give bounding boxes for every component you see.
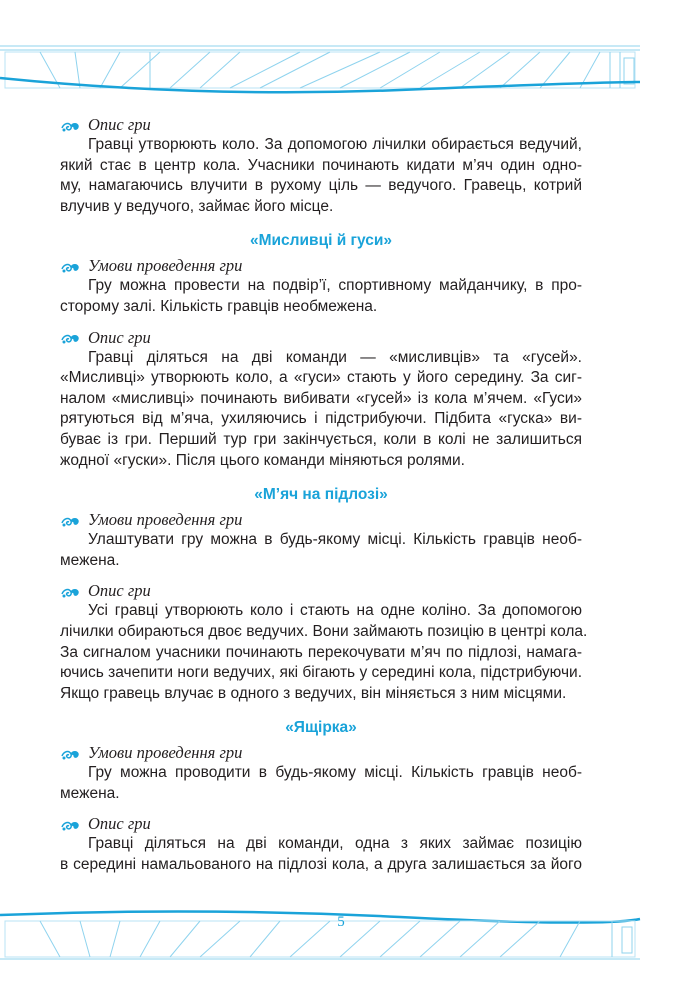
game-title: «Ящірка» bbox=[285, 719, 357, 737]
text-line: буває із гри. Перший тур гри закінчується, коли в колі не залишиться bbox=[60, 430, 582, 448]
text-line: влучив у ведучого, займає його місце. bbox=[60, 197, 334, 215]
text-line: За сигналом учасники починають перекочувати м’яч по підлозі, намага- bbox=[60, 643, 582, 661]
text-line: який стає в центр кола. Учасники починають кидати м’яч один одно- bbox=[60, 156, 582, 174]
text-line: Гру можна провести на подвір’ї, спортивному майданчику, в про- bbox=[88, 277, 582, 295]
section-subheading bbox=[60, 114, 582, 135]
text-line: Усі гравці утворюють коло і стають на одне коліно. За допомогою bbox=[88, 602, 582, 620]
paragraph bbox=[60, 135, 582, 217]
subheading-text: Умови проведення гри bbox=[88, 256, 243, 276]
section-subheading bbox=[60, 255, 582, 276]
subheading-text: Умови проведення гри bbox=[88, 510, 243, 530]
subheading-text: Опис гри bbox=[88, 814, 151, 834]
page-content bbox=[60, 114, 588, 876]
text-line: жодної «гуски». Після цього команди міняються ролями. bbox=[60, 451, 465, 469]
text-line: Улаштувати гру можна в будь-якому місці. Кількість гравців необ- bbox=[88, 531, 582, 549]
paragraph bbox=[60, 834, 582, 875]
subheading-text: Умови проведення гри bbox=[88, 743, 243, 763]
ornament-leaf-icon bbox=[60, 584, 80, 598]
paragraph bbox=[60, 348, 582, 472]
game-title: «Мисливці й гуси» bbox=[249, 232, 393, 250]
text-line: лічилки обираються двоє ведучих. Вони займають позицію в центрі кола. bbox=[60, 622, 588, 640]
ornament-leaf-icon bbox=[60, 259, 80, 273]
text-line: Гравці діляться на дві команди — «мисливців» та «гусей». bbox=[88, 348, 582, 366]
header-decorative-band bbox=[0, 38, 682, 98]
subheading-text: Опис гри bbox=[88, 115, 151, 134]
text-line: рятуються від м’яча, ухиляючись і підстрибуючи. Підбита «гуска» ви- bbox=[60, 410, 582, 428]
subheading-text: Опис гри bbox=[88, 581, 151, 601]
subheading-text: Опис гри bbox=[88, 327, 151, 347]
text-line: налом «мисливці» починають вибивати «гусей» із кола м’ячем. «Гуси» bbox=[60, 389, 582, 407]
page-number: 5 bbox=[337, 914, 345, 930]
text-line: межена. bbox=[60, 551, 120, 569]
text-line: Гру можна проводити в будь-якому місці. Кількість гравців необ- bbox=[88, 764, 582, 782]
ornament-leaf-icon bbox=[60, 330, 80, 344]
text-line: Гравці діляться на дві команди, одна з яких займає позицію bbox=[88, 835, 582, 853]
text-line: сторому залі. Кількість гравців необмежена. bbox=[60, 297, 378, 315]
section-subheading bbox=[60, 742, 582, 763]
paragraph bbox=[60, 763, 582, 804]
paragraph bbox=[60, 276, 582, 317]
paragraph bbox=[60, 530, 582, 571]
text-line: межена. bbox=[60, 784, 120, 802]
section-subheading bbox=[60, 327, 582, 348]
ornament-leaf-icon bbox=[60, 746, 80, 760]
ornament-leaf-icon bbox=[60, 817, 80, 831]
text-line: Якщо гравець влучає в одного з ведучих, він міняється з ним місцями. bbox=[60, 684, 567, 702]
section-subheading bbox=[60, 813, 582, 834]
text-line: Гравці утворюють коло. За допомогою лічилки обирається ведучий, bbox=[88, 136, 582, 153]
section-subheading bbox=[60, 509, 582, 530]
text-line: му, намагаючись влучити в рухому ціль — ведучого. Гравець, котрий bbox=[60, 177, 582, 195]
text-line: «Мисливці» утворюють коло, а «гуси» стають у його середину. За сиг- bbox=[60, 369, 582, 387]
game-title: «М’яч на підлозі» bbox=[254, 486, 388, 504]
text-line: ючись зачепити ноги ведучих, які бігають у середині кола, підстрибуючи. bbox=[60, 664, 582, 682]
section-subheading bbox=[60, 580, 582, 601]
ornament-leaf-icon bbox=[60, 118, 80, 132]
text-line: в середині намальованого на підлозі кола, а друга залишається за його bbox=[60, 856, 582, 874]
ornament-leaf-icon bbox=[60, 513, 80, 527]
paragraph bbox=[60, 601, 588, 704]
